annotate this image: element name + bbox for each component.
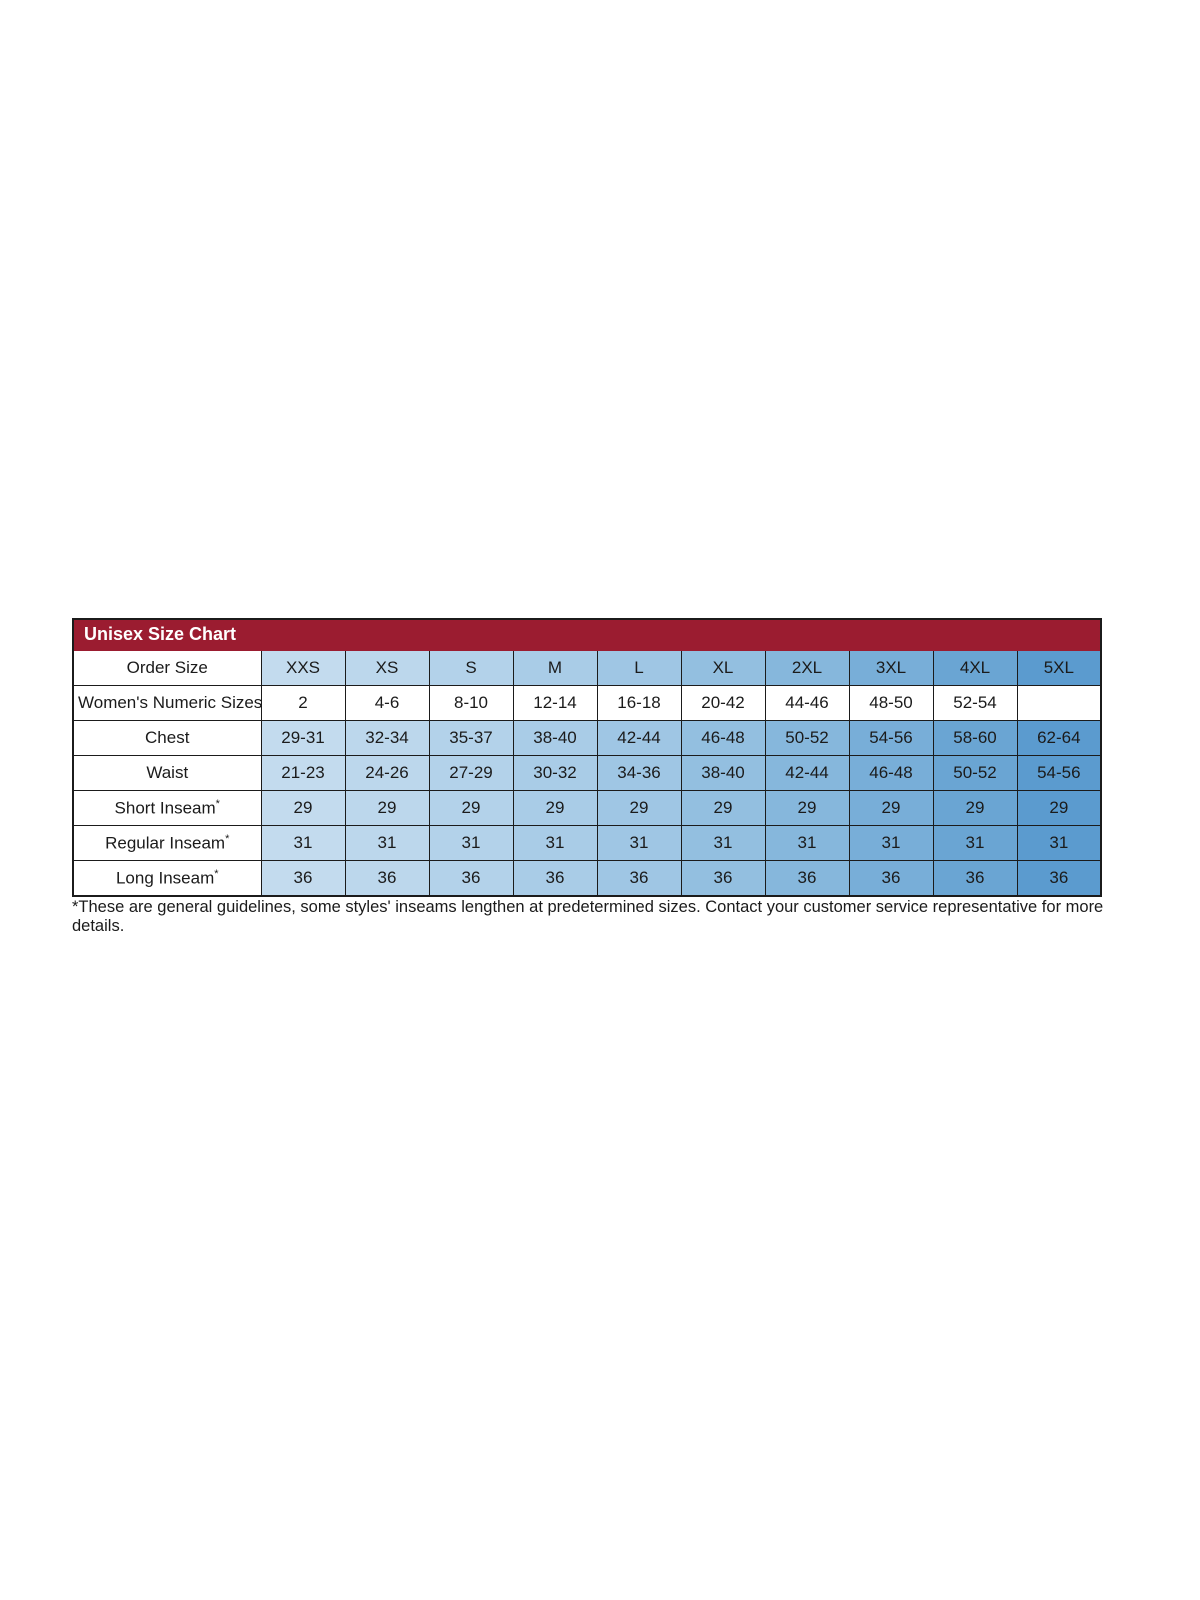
cell-womens-numeric: 52-54	[933, 686, 1017, 721]
cell-chest: 46-48	[681, 721, 765, 756]
row-label-regular-inseam	[73, 826, 261, 861]
table-row-short-inseam	[73, 791, 1101, 826]
cell-waist: 34-36	[597, 756, 681, 791]
cell-womens-numeric-empty	[1017, 686, 1101, 721]
cell-short-inseam: 29	[765, 791, 849, 826]
cell-waist: 46-48	[849, 756, 933, 791]
cell-womens-numeric: 4-6	[345, 686, 429, 721]
cell-short-inseam: 29	[1017, 791, 1101, 826]
cell-womens-numeric: 44-46	[765, 686, 849, 721]
cell-long-inseam: 36	[765, 861, 849, 897]
cell-womens-numeric: 2	[261, 686, 345, 721]
cell-regular-inseam: 31	[765, 826, 849, 861]
cell-waist: 27-29	[429, 756, 513, 791]
cell-long-inseam: 36	[345, 861, 429, 897]
cell-chest: 58-60	[933, 721, 1017, 756]
cell-waist: 38-40	[681, 756, 765, 791]
cell-waist: 42-44	[765, 756, 849, 791]
cell-short-inseam: 29	[849, 791, 933, 826]
cell-regular-inseam: 31	[429, 826, 513, 861]
table-row-long-inseam	[73, 861, 1101, 897]
size-chart-container	[72, 618, 1100, 897]
row-label-short-inseam-text: Short Inseam	[114, 798, 216, 818]
cell-order-size: 5XL	[1017, 651, 1101, 686]
cell-short-inseam: 29	[933, 791, 1017, 826]
cell-chest: 54-56	[849, 721, 933, 756]
row-label-waist: Waist	[73, 756, 261, 791]
row-label-short-inseam	[73, 791, 261, 826]
cell-long-inseam: 36	[261, 861, 345, 897]
table-row-order-size	[73, 651, 1101, 686]
cell-short-inseam: 29	[429, 791, 513, 826]
row-label-long-inseam	[73, 861, 261, 897]
cell-chest: 35-37	[429, 721, 513, 756]
cell-womens-numeric: 20-42	[681, 686, 765, 721]
cell-regular-inseam: 31	[597, 826, 681, 861]
cell-regular-inseam: 31	[681, 826, 765, 861]
cell-waist: 24-26	[345, 756, 429, 791]
table-row-waist	[73, 756, 1101, 791]
cell-regular-inseam: 31	[513, 826, 597, 861]
chart-footnote: *These are general guidelines, some styles' inseams lengthen at predetermined sizes. Contact your customer service representative for more details.	[72, 898, 1104, 935]
cell-waist: 30-32	[513, 756, 597, 791]
cell-regular-inseam: 31	[1017, 826, 1101, 861]
chart-title: Unisex Size Chart	[73, 619, 1101, 651]
cell-short-inseam: 29	[681, 791, 765, 826]
cell-womens-numeric: 8-10	[429, 686, 513, 721]
cell-regular-inseam: 31	[345, 826, 429, 861]
cell-order-size: M	[513, 651, 597, 686]
cell-order-size: XXS	[261, 651, 345, 686]
table-row-regular-inseam	[73, 826, 1101, 861]
cell-chest: 62-64	[1017, 721, 1101, 756]
cell-womens-numeric: 12-14	[513, 686, 597, 721]
row-label-chest: Chest	[73, 721, 261, 756]
table-row-womens-numeric-sizes	[73, 686, 1101, 721]
cell-long-inseam: 36	[933, 861, 1017, 897]
cell-order-size: XL	[681, 651, 765, 686]
cell-long-inseam: 36	[681, 861, 765, 897]
footnote-marker: *	[225, 832, 230, 845]
cell-waist: 54-56	[1017, 756, 1101, 791]
cell-order-size: 3XL	[849, 651, 933, 686]
row-label-long-inseam-text: Long Inseam	[115, 868, 215, 888]
cell-waist: 21-23	[261, 756, 345, 791]
cell-regular-inseam: 31	[849, 826, 933, 861]
table-row-chest	[73, 721, 1101, 756]
cell-chest: 38-40	[513, 721, 597, 756]
cell-womens-numeric: 48-50	[849, 686, 933, 721]
cell-short-inseam: 29	[513, 791, 597, 826]
cell-long-inseam: 36	[597, 861, 681, 897]
cell-order-size: XS	[345, 651, 429, 686]
cell-long-inseam: 36	[513, 861, 597, 897]
cell-short-inseam: 29	[345, 791, 429, 826]
cell-waist: 50-52	[933, 756, 1017, 791]
table-title-row	[73, 619, 1101, 651]
unisex-size-chart-table	[72, 618, 1102, 897]
row-label-order-size: Order Size	[73, 651, 261, 686]
cell-regular-inseam: 31	[261, 826, 345, 861]
cell-order-size: 4XL	[933, 651, 1017, 686]
cell-chest: 42-44	[597, 721, 681, 756]
cell-womens-numeric: 16-18	[597, 686, 681, 721]
cell-long-inseam: 36	[849, 861, 933, 897]
row-label-regular-inseam-text: Regular Inseam	[105, 833, 226, 853]
row-label-womens-numeric: Women's Numeric Sizes	[73, 686, 261, 721]
cell-long-inseam: 36	[429, 861, 513, 897]
footnote-marker: *	[214, 867, 219, 880]
cell-order-size: L	[597, 651, 681, 686]
cell-chest: 32-34	[345, 721, 429, 756]
footnote-marker: *	[215, 797, 220, 810]
cell-regular-inseam: 31	[933, 826, 1017, 861]
cell-chest: 29-31	[261, 721, 345, 756]
cell-long-inseam: 36	[1017, 861, 1101, 897]
cell-short-inseam: 29	[261, 791, 345, 826]
cell-order-size: 2XL	[765, 651, 849, 686]
cell-short-inseam: 29	[597, 791, 681, 826]
cell-order-size: S	[429, 651, 513, 686]
cell-chest: 50-52	[765, 721, 849, 756]
